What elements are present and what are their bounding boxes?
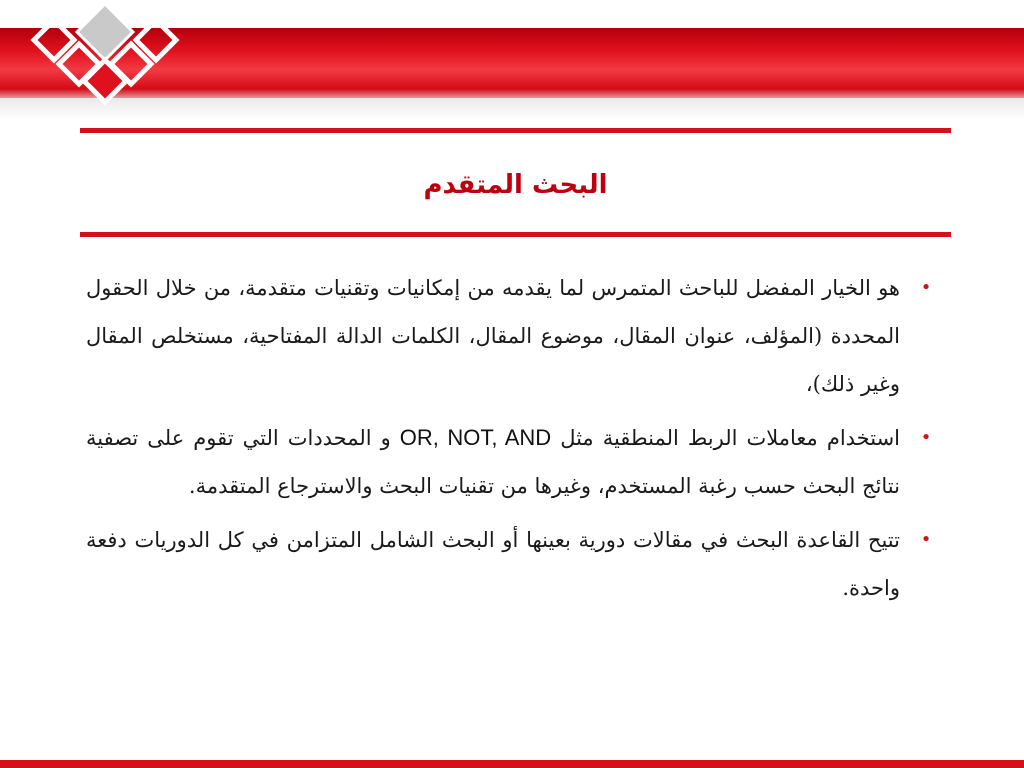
diamond-logo-icon <box>18 0 193 118</box>
bullet-item-1 <box>86 264 936 408</box>
header-banner <box>0 0 1024 120</box>
bullet-text: هو الخيار المفضل للباحث المتمرس لما يقدمه من إمكانيات وتقنيات متقدمة، من خلال الحقول المحددة (المؤلف، عنوان المقال، موضوع المقال، الكلمات الدالة المفتاحية، مستخلص المقال وغير ذلك)، <box>86 276 900 396</box>
bullet-dot-icon: • <box>920 529 932 550</box>
slide-body <box>86 264 936 618</box>
bullet-dot-icon: • <box>920 277 932 298</box>
bullet-text-after: و المحددات التي تقوم على تصفية نتائج البحث حسب رغبة المستخدم، وغيرها من تقنيات البحث والاسترجاع المتقدمة. <box>86 426 900 498</box>
logical-operators: OR, NOT, AND <box>399 425 552 450</box>
bullet-item-2 <box>86 414 936 510</box>
title-top-rule <box>80 128 951 133</box>
bullet-text: تتيح القاعدة البحث في مقالات دورية بعينها أو البحث الشامل المتزامن في كل الدوريات دفعة واحدة. <box>86 528 900 600</box>
bottom-accent-bar <box>0 760 1024 768</box>
bullet-dot-icon: • <box>920 427 932 448</box>
bullet-text-before: استخدام معاملات الربط المنطقية مثل <box>560 426 900 450</box>
bullet-item-3 <box>86 516 936 612</box>
slide-title: البحث المتقدم <box>423 170 608 200</box>
title-bottom-rule <box>80 232 951 237</box>
